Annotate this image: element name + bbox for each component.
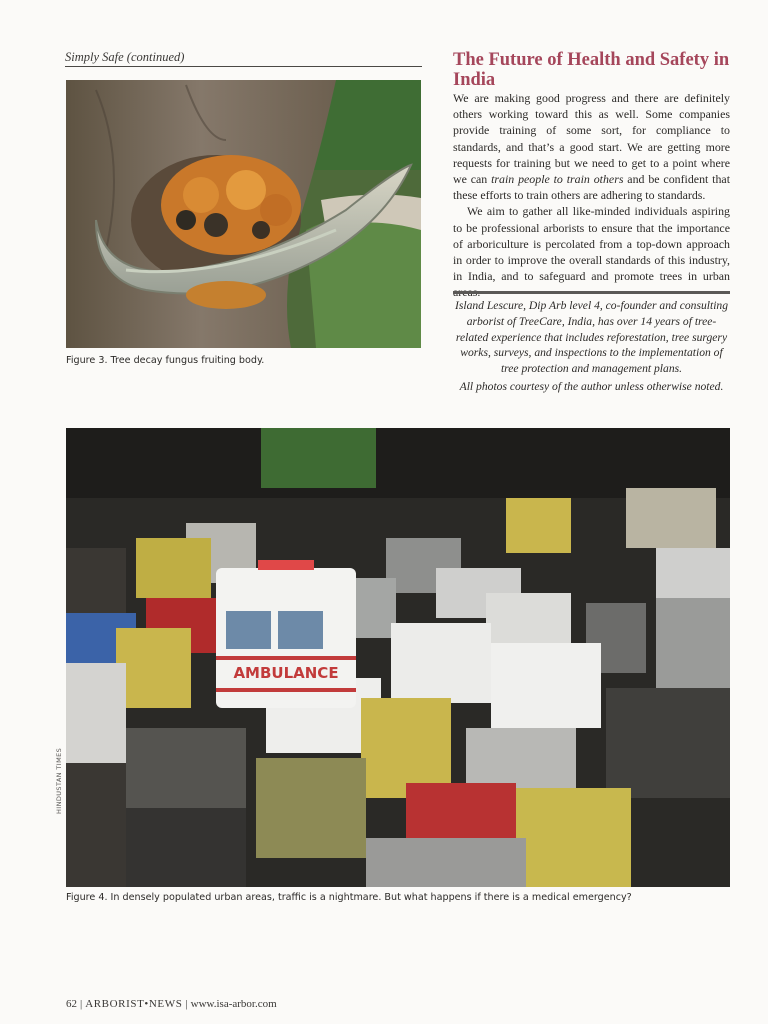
- traffic-photo-illustration: [66, 428, 730, 887]
- bio-text: Island Lescure, Dip Arb level 4, co-founder and consulting arborist of TreeCare, India, has over 14 years of tree-related experience that includes reforestation, tree surgery works, surveys, and inspections to the implementation of tree protection and management plans.: [454, 299, 729, 376]
- figure-4-photo: [66, 428, 730, 887]
- figure-3-caption: Figure 3. Tree decay fungus fruiting body.: [66, 355, 265, 366]
- photo-credit-vertical: HINDUSTAN TIMES: [55, 747, 63, 814]
- figure-4-caption: Figure 4. In densely populated urban areas, traffic is a nightmare. But what happens if there is a medical emergency?: [66, 892, 632, 903]
- article-paragraph: We aim to gather all like-minded individuals aspiring to be professional arborists to ensure that the importance of arboriculture is percolated from a top-down approach in order to improve the overall standards of this industry, in India, and to safeguard and promote trees in urban: [453, 204, 730, 284]
- author-bio: [453, 298, 730, 395]
- magazine-name: ARBORIST•NEWS: [85, 998, 183, 1010]
- ambulance-label: AMBULANCE: [233, 664, 339, 682]
- photo-credit-note: All photos courtesy of the author unless otherwise noted.: [459, 379, 724, 393]
- fungus-photo-illustration: [66, 80, 421, 348]
- running-head: Simply Safe (continued): [65, 49, 422, 67]
- page-number: 62: [66, 998, 77, 1010]
- article-paragraph: We are making good progress and there are definitely others working toward this as well. Some companies provide training of some sort, for compliance to standards, and that’s a good start. We are getting more requests for training but we need to get to a point where we can train people to train others and be confident that these efforts to train others are adhering to standards.: [453, 91, 731, 203]
- article-title: The Future of Health and Safety in India: [453, 50, 730, 90]
- article-body: [453, 90, 730, 301]
- bio-divider: [453, 291, 730, 294]
- figure-3-photo: [66, 80, 421, 348]
- website-url: www.isa-arbor.com: [190, 998, 277, 1010]
- footer-separator: |: [80, 998, 83, 1010]
- footer-separator: |: [185, 998, 188, 1010]
- page-footer: [66, 998, 277, 1010]
- emphasis-text: train people to train others: [491, 172, 624, 187]
